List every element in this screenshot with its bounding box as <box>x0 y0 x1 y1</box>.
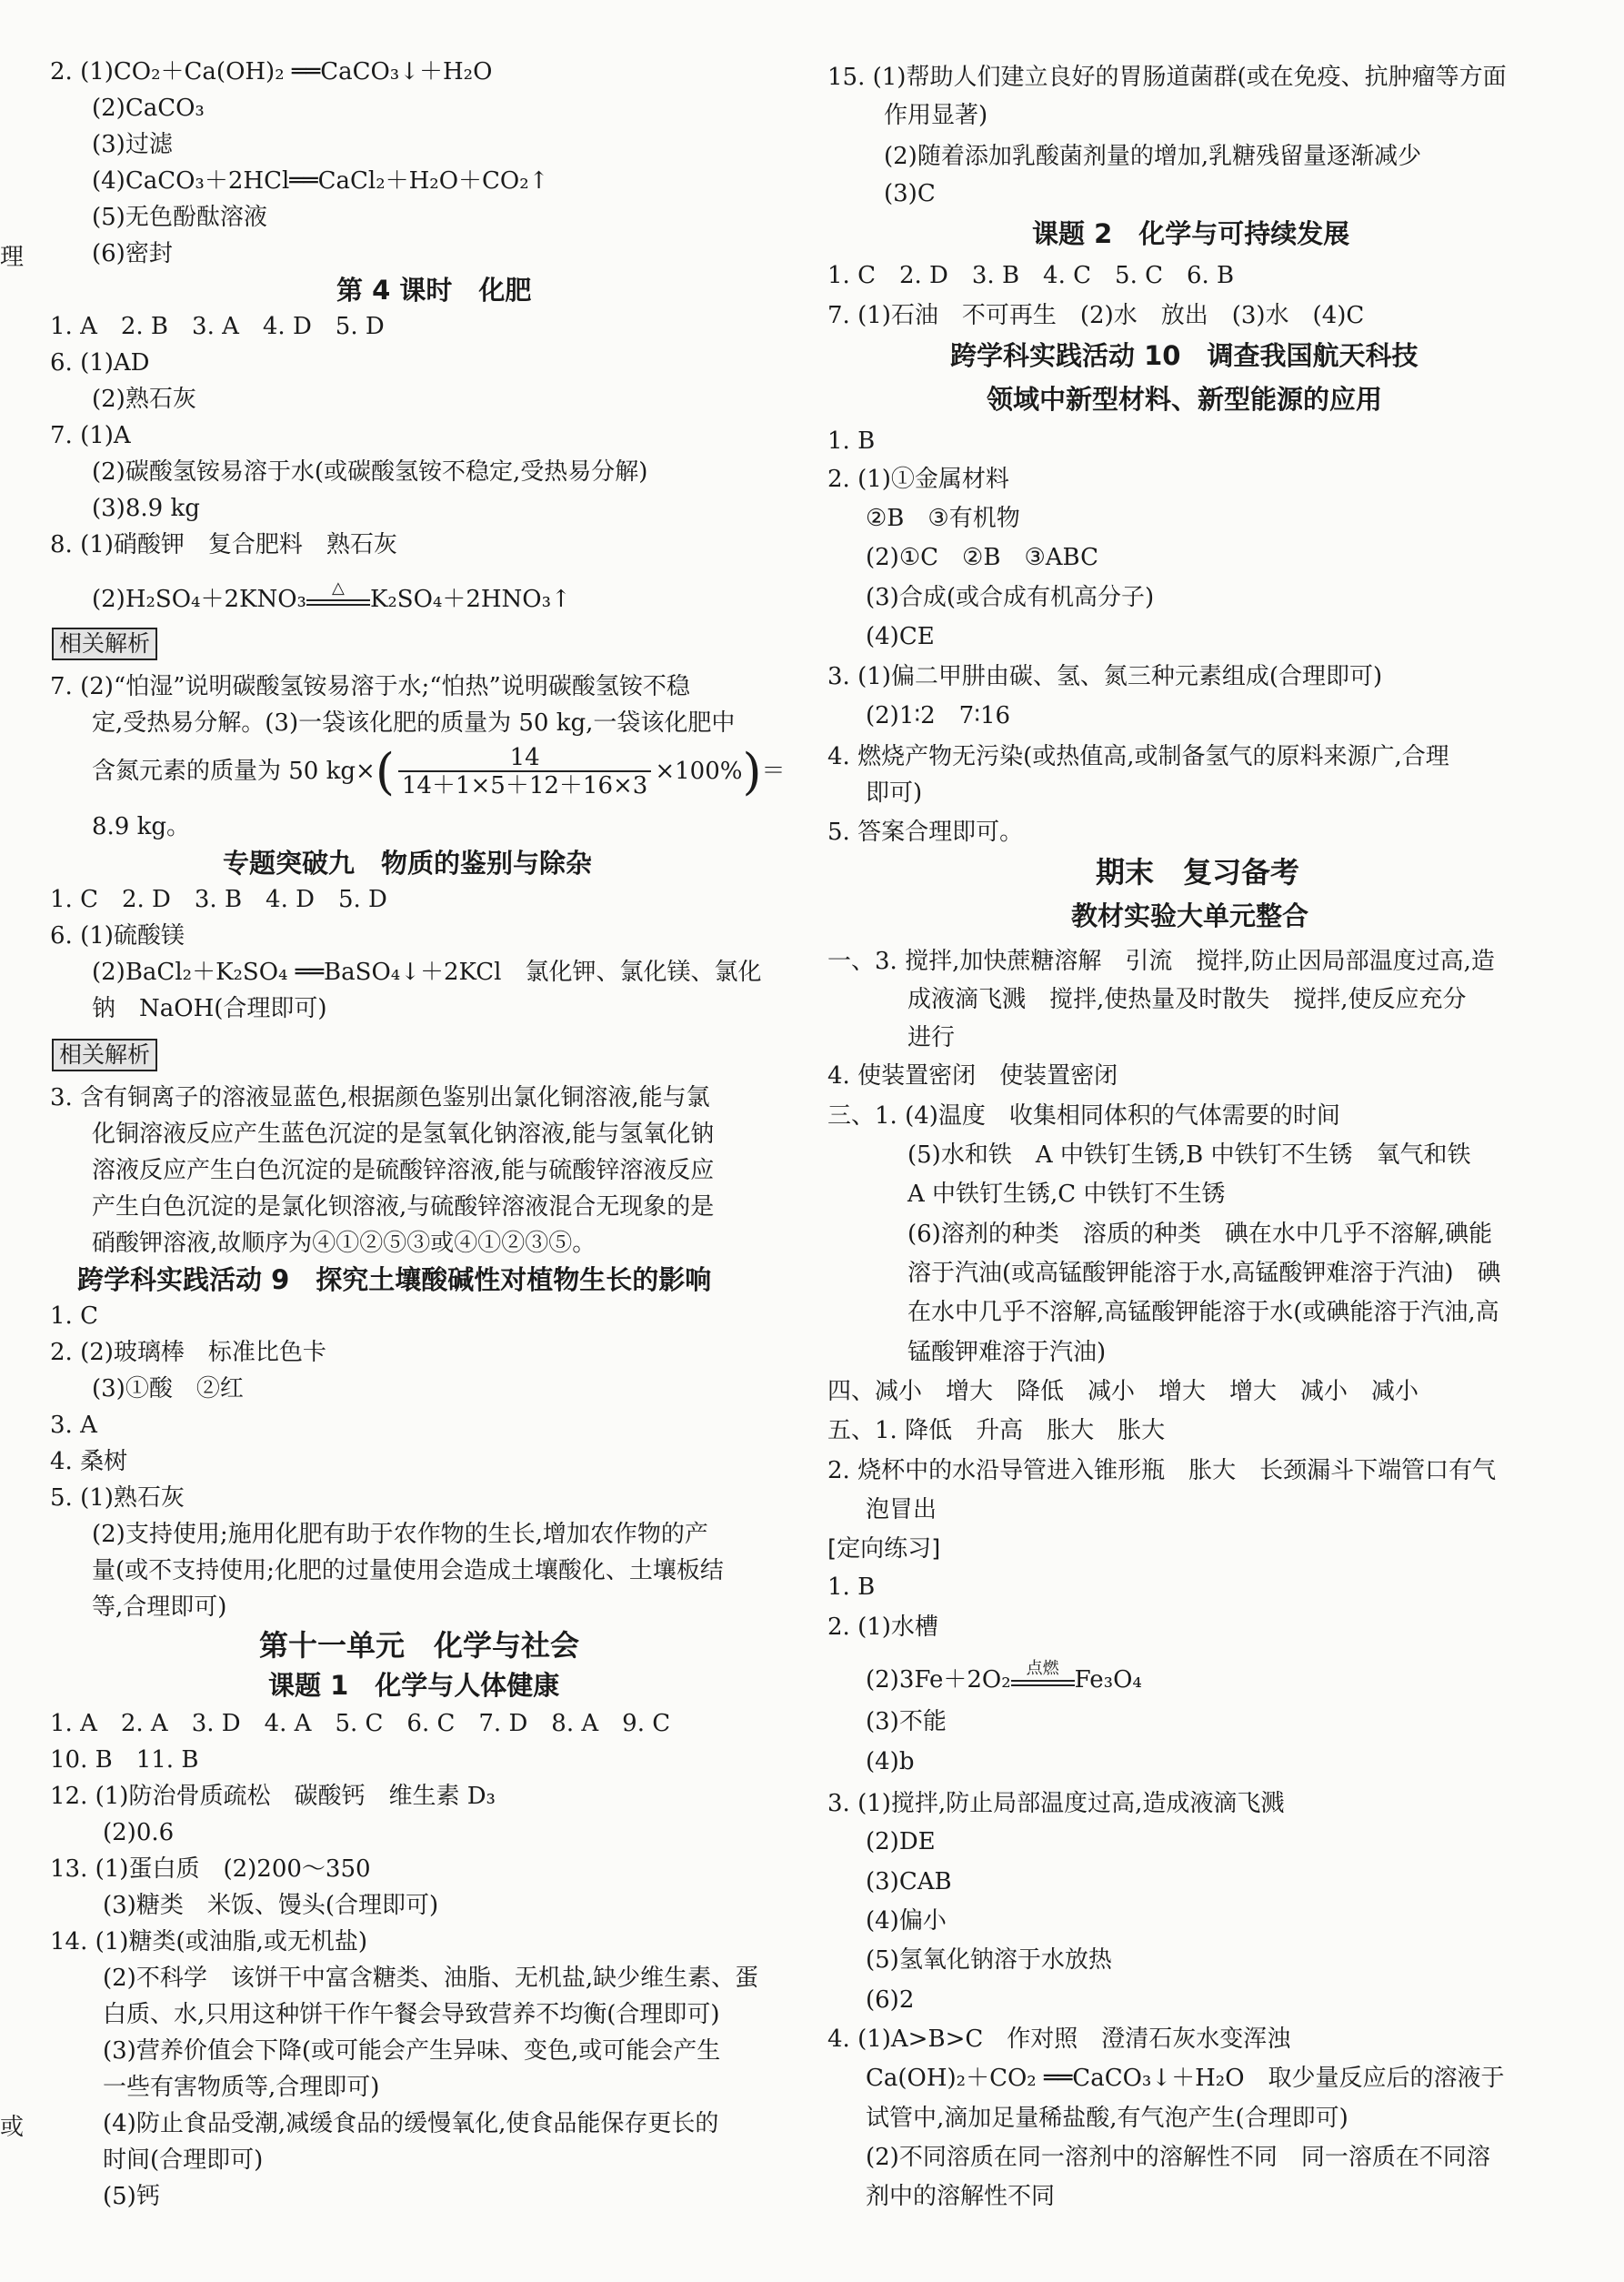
answer-line: 4. 桑树 <box>50 1448 128 1475</box>
left-margin-char-2: 或 <box>0 2114 25 2141</box>
equation-right: K₂SO₄＋2HNO₃↑ <box>369 586 571 613</box>
reaction-condition <box>306 578 370 615</box>
answer-line: 2. (1)CO₂＋Ca(OH)₂ ══CaCO₃↓＋H₂O <box>50 58 493 85</box>
answer-line: (2)随着添加乳酸菌剂量的增加,乳糖残留量逐渐减少 <box>884 143 1422 170</box>
answer-line: 3. (1)偏二甲肼由碳、氢、氮三种元素组成(合理即可) <box>827 663 1383 690</box>
answer-line: 3. A <box>50 1412 97 1439</box>
answer-line: (2)不科学 该饼干中富含糖类、油脂、无机盐,缺少维生素、蛋 <box>103 1965 759 1992</box>
unit-heading: 第十一单元 化学与社会 <box>259 1628 580 1663</box>
equation-left: (2)3Fe＋2O₂ <box>866 1666 1011 1694</box>
answer-line: 一、3. 搅拌,加快蔗糖溶解 引流 搅拌,防止因局部温度过高,造 <box>827 948 1495 975</box>
answer-line: 6. (1)硫酸镁 <box>50 922 185 950</box>
answer-line: (4)防止食品受潮,减缓食品的缓慢氧化,使食品能保存更长的 <box>103 2110 719 2137</box>
section-heading: 教材实验大单元整合 <box>1071 900 1309 931</box>
section-heading: 跨学科实践活动 10 调查我国航天科技 <box>950 340 1418 371</box>
analysis-line: 定,受热易分解。(3)一袋该化肥的质量为 50 kg,一袋该化肥中 <box>92 709 736 737</box>
answer-line: (3)糖类 米饭、馒头(合理即可) <box>103 1892 439 1919</box>
answer-line: 泡冒出 <box>866 1496 937 1523</box>
analysis-tag: 相关解析 <box>52 628 157 660</box>
answer-line: (2)①C ②B ③ABC <box>866 544 1099 571</box>
answer-line: (3)①酸 ②红 <box>92 1375 244 1402</box>
analysis-line: 3. 含有铜离子的溶液显蓝色,根据颜色鉴别出氯化铜溶液,能与氯 <box>50 1084 710 1111</box>
answer-line: 钠 NaOH(合理即可) <box>92 995 327 1022</box>
section-heading: 跨学科实践活动 9 探究土壤酸碱性对植物生长的影响 <box>77 1264 712 1295</box>
answer-line: (2)BaCl₂＋K₂SO₄ ══BaSO₄↓＋2KCl 氯化钾、氯化镁、氯化 <box>92 959 762 986</box>
answer-line: (4)CaCO₃＋2HCl══CaCl₂＋H₂O＋CO₂↑ <box>92 167 549 195</box>
answer-line: 4. 燃烧产物无污染(或热值高,或制备氢气的原料来源广,合理 <box>827 743 1449 770</box>
answer-line: (2)不同溶质在同一溶剂中的溶解性不同 同一溶质在不同溶 <box>866 2144 1490 2171</box>
answer-line: 13. (1)蛋白质 (2)200～350 <box>50 1855 371 1883</box>
ignite-label: 点燃 <box>1026 1659 1059 1678</box>
answer-line: 1. C <box>50 1302 98 1330</box>
answer-line: 1. C 2. D 3. B 4. D 5. D <box>50 886 387 913</box>
answer-line: 2. 烧杯中的水沿导管进入锥形瓶 胀大 长颈漏斗下端管口有气 <box>827 1457 1497 1484</box>
answer-line: 五、1. 降低 升高 胀大 胀大 <box>827 1417 1166 1444</box>
answer-line: 等,合理即可) <box>92 1593 227 1621</box>
numerator: 14 <box>398 745 651 772</box>
answer-line: 15. (1)帮助人们建立良好的胃肠道菌群(或在免疫、抗肿瘤等方面 <box>827 64 1507 91</box>
analysis-tag: 相关解析 <box>52 1039 157 1071</box>
answer-line: 剂中的溶解性不同 <box>866 2183 1056 2210</box>
answer-line: A 中铁钉生锈,C 中铁钉不生锈 <box>907 1181 1226 1208</box>
answer-line: 7. (1)A <box>50 422 131 449</box>
answer-line: 6. (1)AD <box>50 349 150 377</box>
answer-line: 2. (2)玻璃棒 标准比色卡 <box>50 1339 326 1366</box>
answer-line: 锰酸钾难溶于汽油) <box>907 1339 1107 1366</box>
answer-line: (2)支持使用;施用化肥有助于农作物的生长,增加农作物的产 <box>92 1521 708 1548</box>
answer-line: (2)CaCO₃ <box>92 95 205 122</box>
answer-line: ②B ③有机物 <box>866 505 1020 532</box>
answer-line: (6)溶剂的种类 溶质的种类 碘在水中几乎不溶解,碘能 <box>907 1221 1493 1248</box>
section-heading: 领域中新型材料、新型能源的应用 <box>987 384 1383 415</box>
answer-line: (5)水和铁 A 中铁钉生锈,B 中铁钉不生锈 氧气和铁 <box>907 1141 1471 1169</box>
answer-line: 1. B <box>827 427 876 455</box>
analysis-line: 7. (2)“怕湿”说明碳酸氢铵易溶于水;“怕热”说明碳酸氢铵不稳 <box>50 673 690 700</box>
analysis-line: 8.9 kg。 <box>92 813 191 840</box>
answer-line: 1. C 2. D 3. B 4. C 5. C 6. B <box>827 262 1235 289</box>
answer-line: 三、1. (4)温度 收集相同体积的气体需要的时间 <box>827 1102 1340 1130</box>
unit-heading: 期末 复习备考 <box>1096 855 1300 890</box>
answer-line: (2)0.6 <box>103 1819 175 1846</box>
answer-line: 即可) <box>866 779 923 807</box>
answer-line: 一些有害物质等,合理即可) <box>103 2074 380 2101</box>
answer-line: 3. (1)搅拌,防止局部温度过高,造成液滴飞溅 <box>827 1790 1285 1817</box>
answer-line: 1. A 2. A 3. D 4. A 5. C 6. C 7. D 8. A 9. C <box>50 1710 671 1737</box>
answer-line: 溶于汽油(或高锰酸钾能溶于水,高锰酸钾难溶于汽油) 碘 <box>907 1260 1501 1287</box>
answer-line: (5)无色酚酞溶液 <box>92 204 267 231</box>
answer-line: 时间(合理即可) <box>103 2146 264 2174</box>
analysis-text: ＝ <box>761 758 786 785</box>
heat-symbol: △ <box>332 578 345 598</box>
answer-line: 2. (1)水槽 <box>827 1613 938 1641</box>
answer-line: (5)氢氧化钠溶于水放热 <box>866 1946 1112 1974</box>
reaction-condition <box>1011 1659 1075 1695</box>
answer-line: 2. (1)①金属材料 <box>827 466 1009 493</box>
equation-left: (2)H₂SO₄＋2KNO₃ <box>92 586 306 613</box>
answer-line: 14. (1)糖类(或油脂,或无机盐) <box>50 1928 367 1955</box>
practice-label: [定向练习] <box>827 1535 941 1563</box>
answer-line: (3)C <box>884 180 936 207</box>
answer-line: 进行 <box>907 1024 956 1051</box>
answer-line: (6)2 <box>866 1986 915 2014</box>
answer-line: (4)偏小 <box>866 1907 947 1935</box>
answer-line: 4. (1)A>B>C 作对照 澄清石灰水变浑浊 <box>827 2026 1291 2053</box>
analysis-text: 含氮元素的质量为 50 kg× <box>92 758 376 785</box>
equation-line <box>866 1659 1142 1695</box>
answer-line: 1. B <box>827 1573 876 1601</box>
answer-line: (4)b <box>866 1748 915 1775</box>
answer-line: (3)过滤 <box>92 131 173 158</box>
equation-line <box>92 578 571 615</box>
equation-right: Fe₃O₄ <box>1074 1666 1142 1694</box>
analysis-line: 硝酸钾溶液,故顺序为④①②⑤③或④①②③⑤。 <box>92 1230 596 1257</box>
fraction-line: 含氮元素的质量为 50 kg×( $\frac{14}{14+1\times 5+12+16\times 3}$ ×100%)＝ <box>92 743 786 800</box>
answer-line: 作用显著) <box>884 102 988 129</box>
answer-line: 4. 使装置密闭 使装置密闭 <box>827 1062 1118 1090</box>
answer-line: (5)钙 <box>103 2183 160 2210</box>
denominator: 14＋1×5＋12＋16×3 <box>401 772 648 799</box>
answer-line: 1. A 2. B 3. A 4. D 5. D <box>50 313 385 340</box>
answer-line: (3)合成(或合成有机高分子) <box>866 584 1155 611</box>
answer-line: (2)碳酸氢铵易溶于水(或碳酸氢铵不稳定,受热易分解) <box>92 458 648 486</box>
answer-line: (3)营养价值会下降(或可能会产生异味、变色,或可能会产生 <box>103 2037 721 2065</box>
answer-line: 8. (1)硝酸钾 复合肥料 熟石灰 <box>50 531 397 558</box>
section-heading: 课题 1 化学与人体健康 <box>268 1670 560 1701</box>
answer-line: (2)1∶2 7∶16 <box>866 702 1011 729</box>
answer-line: 四、减小 增大 降低 减小 增大 增大 减小 减小 <box>827 1378 1419 1405</box>
answer-line: (3)8.9 kg <box>92 495 200 522</box>
answer-line: (3)不能 <box>866 1708 947 1735</box>
answer-line: 5. 答案合理即可。 <box>827 819 1024 846</box>
answer-line: Ca(OH)₂＋CO₂ ══CaCO₃↓＋H₂O 取少量反应后的溶液于 <box>866 2065 1505 2092</box>
analysis-line: 产生白色沉淀的是氯化钡溶液,与硫酸锌溶液混合无现象的是 <box>92 1193 715 1221</box>
answer-line: 成液滴飞溅 搅拌,使热量及时散失 搅拌,使反应充分 <box>907 986 1467 1013</box>
answer-line: (3)CAB <box>866 1868 952 1895</box>
answer-line: 5. (1)熟石灰 <box>50 1484 185 1512</box>
section-heading: 第 4 课时 化肥 <box>336 275 532 306</box>
fraction <box>398 745 651 799</box>
answer-line: 7. (1)石油 不可再生 (2)水 放出 (3)水 (4)C <box>827 302 1365 329</box>
answer-line: 试管中,滴加足量稀盐酸,有气泡产生(合理即可) <box>866 2105 1348 2132</box>
answer-line: 白质、水,只用这种饼干作午餐会导致营养不均衡(合理即可) <box>103 2001 720 2028</box>
section-heading: 课题 2 化学与可持续发展 <box>1032 218 1350 249</box>
analysis-line: 化铜溶液反应产生蓝色沉淀的是氢氧化钠溶液,能与氢氧化钠 <box>92 1121 715 1148</box>
answer-line: (4)CE <box>866 623 935 650</box>
answer-line: (2)熟石灰 <box>92 386 196 413</box>
section-heading: 专题突破九 物质的鉴别与除杂 <box>223 848 593 879</box>
answer-line: 在水中几乎不溶解,高锰酸钾能溶于水(或碘能溶于汽油,高 <box>907 1299 1499 1326</box>
answer-line: 量(或不支持使用;化肥的过量使用会造成土壤酸化、土壤板结 <box>92 1557 724 1584</box>
analysis-line: 溶液反应产生白色沉淀的是硫酸锌溶液,能与硫酸锌溶液反应 <box>92 1157 715 1184</box>
answer-line: 10. B 11. B <box>50 1746 199 1774</box>
answer-line: 12. (1)防治骨质疏松 碳酸钙 维生素 D₃ <box>50 1783 496 1810</box>
analysis-text: ×100% <box>655 758 743 785</box>
left-margin-char-1: 理 <box>0 244 25 271</box>
answer-line: (2)DE <box>866 1828 936 1855</box>
answer-line: (6)密封 <box>92 240 173 267</box>
